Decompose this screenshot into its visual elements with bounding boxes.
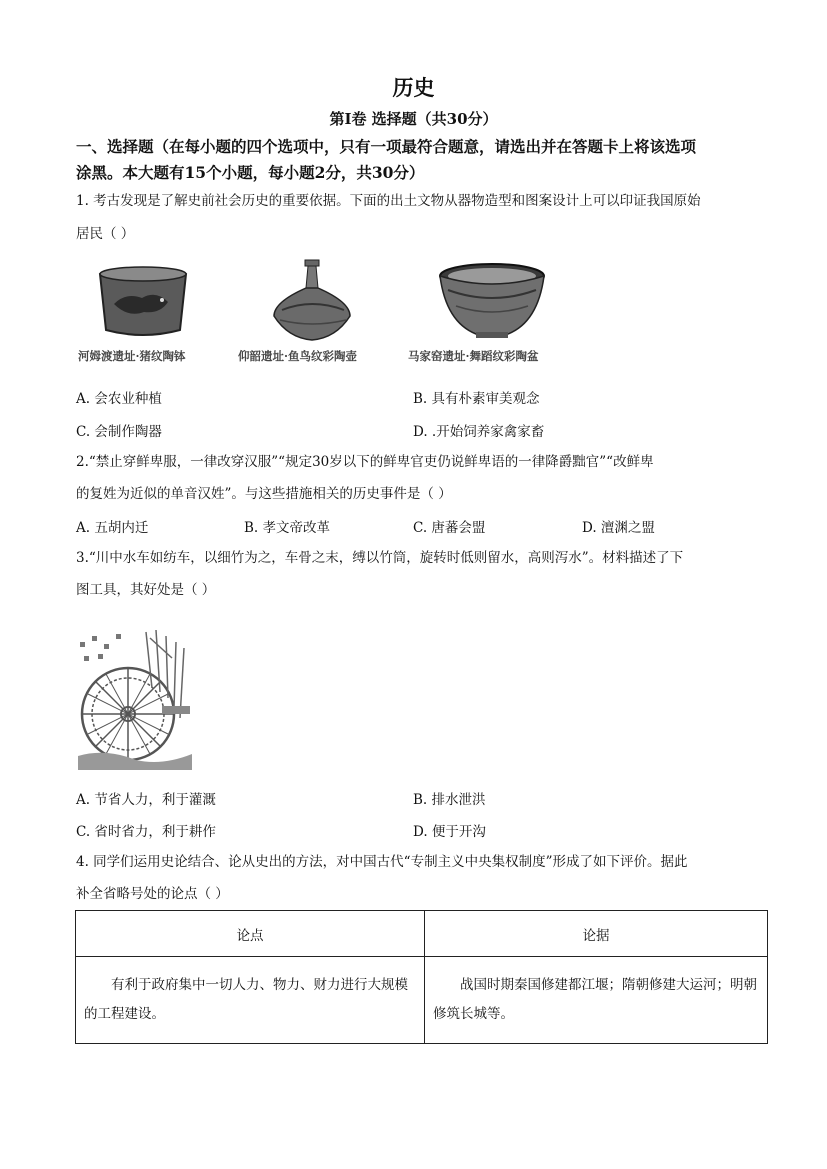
waterwheel-image (76, 628, 194, 770)
q2-stem-line-2: 的复姓为近似的单音汉姓”。与这些措施相关的历史事件是（ ） (76, 486, 452, 502)
q1-option-b: B. 具有朴素审美观念 (413, 391, 540, 407)
section-instructions-line-1: 一、选择题（在每小题的四个选项中，只有一项最符合题意，请选出并在答题卡上将该选项 (76, 137, 697, 156)
table-header-cell: 论据 (425, 911, 768, 957)
q1-option-d: D. .开始饲养家禽家畜 (413, 424, 545, 440)
q3-option-c: C. 省时省力，利于耕作 (76, 824, 216, 840)
pottery-bowl-image (96, 262, 190, 342)
q4-stem-line-1: 4. 同学们运用史论结合、论从史出的方法，对中国古代“专制主义中央集权制度”形成了如下评价。据此 (76, 854, 688, 870)
q3-option-d: D. 便于开沟 (413, 824, 486, 840)
section-instructions-line-2: 涂黑。本大题有15个小题，每小题2分，共30分） (76, 163, 425, 182)
q2-option-b: B. 孝文帝改革 (244, 520, 331, 536)
table-header-cell: 论点 (76, 911, 425, 957)
q2-option-d: D. 澶渊之盟 (582, 520, 655, 536)
q1-caption-1: 河姆渡遗址·猪纹陶钵 (78, 349, 186, 363)
q4-stem-line-2: 补全省略号处的论点（ ） (76, 886, 229, 902)
table-cell-evidence: 战国时期秦国修建都江堰；隋朝修建大运河；明朝修筑长城等。 (425, 957, 768, 1044)
q2-option-a: A. 五胡内迁 (76, 520, 149, 536)
q1-caption-3: 马家窑遗址·舞蹈纹彩陶盆 (408, 349, 539, 363)
q3-stem-line-1: 3.“川中水车如纺车，以细竹为之，车骨之末，缚以竹筒，旋转时低则留水，高则泻水”。材料描述了下 (76, 550, 684, 566)
q2-option-c: C. 唐蕃会盟 (413, 520, 486, 536)
page-title: 历史 (392, 75, 435, 100)
q2-stem-line-1: 2.“禁止穿鲜卑服，一律改穿汉服”“规定30岁以下的鲜卑官吏仍说鲜卑语的一律降爵黜官”“改鲜卑 (76, 454, 654, 470)
q3-option-b: B. 排水泄洪 (413, 792, 486, 808)
q3-option-a: A. 节省人力，利于灌溉 (76, 792, 216, 808)
part-heading: 第Ⅰ卷 选择题（共30分） (329, 110, 498, 128)
q1-stem-line-2: 居民（ ） (76, 226, 135, 242)
table-cell-argument: 有利于政府集中一切人力、物力、财力进行大规模的工程建设。 (76, 957, 425, 1044)
table-header-row (76, 911, 768, 957)
q3-stem-line-2: 图工具，其好处是（ ） (76, 582, 216, 598)
argument-table (75, 910, 768, 1044)
pottery-vase-image (268, 258, 356, 348)
q1-stem-line-1: 1. 考古发现是了解史前社会历史的重要依据。下面的出土文物从器物造型和图案设计上可以印证我国原始 (76, 193, 701, 209)
pottery-basin-image (436, 262, 548, 346)
section-instructions (76, 134, 776, 186)
q1-option-a: A. 会农业种植 (76, 391, 162, 407)
table-row (76, 957, 768, 1044)
q1-caption-2: 仰韶遗址·鱼鸟纹彩陶壶 (238, 349, 358, 363)
q1-option-c: C. 会制作陶器 (76, 424, 162, 440)
